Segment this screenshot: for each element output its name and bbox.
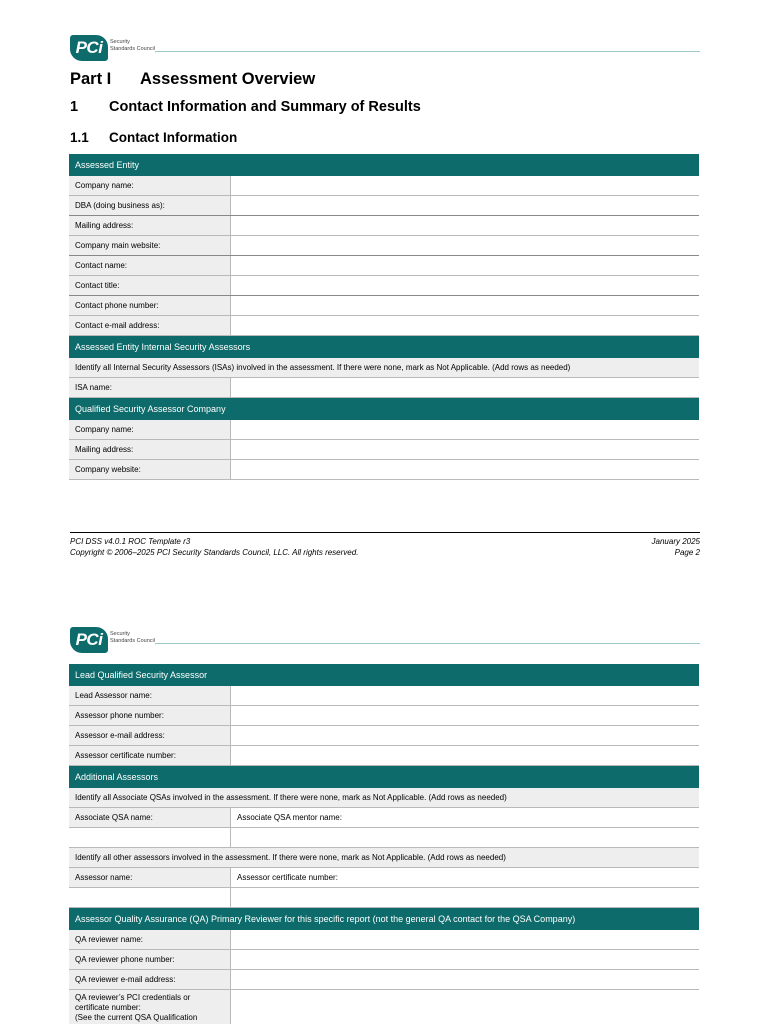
logo-text: Security Standards Council xyxy=(110,631,155,644)
table-row: Company name: xyxy=(69,176,699,196)
qsa-company-name-field[interactable] xyxy=(231,420,699,439)
mailing-address-field[interactable] xyxy=(231,216,699,235)
pci-logo-header xyxy=(70,627,700,657)
table-row: Associate QSA name: Associate QSA mentor name: xyxy=(69,808,699,828)
table-row: Mailing address: xyxy=(69,440,699,460)
contact-email-field[interactable] xyxy=(231,316,699,335)
table-row: QA reviewer name: xyxy=(69,930,699,950)
assessor-email-field[interactable] xyxy=(231,726,699,745)
isa-name-field[interactable] xyxy=(231,378,699,397)
table-row: Assessor e-mail address: xyxy=(69,726,699,746)
lead-qsa-header: Lead Qualified Security Assessor xyxy=(69,664,699,686)
qa-reviewer-phone-field[interactable] xyxy=(231,950,699,969)
page-footer: PCI DSS v4.0.1 ROC Template r3 Copyright © 2006–2025 PCI Security Standards Council, LLC. All rights reserved. January 2025 Page 2 xyxy=(70,532,700,558)
table-row: Mailing address: xyxy=(69,216,699,236)
header-rule xyxy=(155,643,700,644)
qa-reviewer-email-field[interactable] xyxy=(231,970,699,989)
qa-reviewer-credentials-field[interactable] xyxy=(231,990,699,1024)
assessor-name-field[interactable] xyxy=(69,888,231,907)
table-row xyxy=(69,828,699,848)
pci-logo-header xyxy=(70,35,700,65)
table-row: Contact title: xyxy=(69,276,699,296)
table-row: QA reviewer e-mail address: xyxy=(69,970,699,990)
table-row: Contact e-mail address: xyxy=(69,316,699,336)
qsa-company-header: Qualified Security Assessor Company xyxy=(69,398,699,420)
section-1-1-title: 1.1 Contact Information xyxy=(70,130,238,145)
table-row: Company name: xyxy=(69,420,699,440)
table-row: QA reviewer phone number: xyxy=(69,950,699,970)
qa-reviewer-header: Assessor Quality Assurance (QA) Primary Reviewer for this specific report (not the general QA contact for the QSA Company) xyxy=(69,908,699,930)
assessed-entity-header: Assessed Entity xyxy=(69,154,699,176)
additional-assessors-header: Additional Assessors xyxy=(69,766,699,788)
contact-info-table xyxy=(69,154,699,480)
pci-logo-icon: PCi xyxy=(70,35,108,61)
isa-note: Identify all Internal Security Assessors (ISAs) involved in the assessment. If there were none, mark as Not Applicable. (Add rows as needed) xyxy=(69,358,699,378)
associate-qsa-note: Identify all Associate QSAs involved in the assessment. If there were none, mark as Not Applicable. (Add rows as needed) xyxy=(69,788,699,808)
other-assessors-note: Identify all other assessors involved in the assessment. If there were none, mark as Not Applicable. (Add rows as needed) xyxy=(69,848,699,868)
part-title: Part I Assessment Overview xyxy=(70,70,316,88)
table-row: Contact phone number: xyxy=(69,296,699,316)
section-1-title: 1 Contact Information and Summary of Results xyxy=(70,99,421,115)
company-name-field[interactable] xyxy=(231,176,699,195)
table-row: Company website: xyxy=(69,460,699,480)
associate-qsa-mentor-field[interactable] xyxy=(231,828,699,847)
website-field[interactable] xyxy=(231,236,699,255)
dba-field[interactable] xyxy=(231,196,699,215)
logo-text: Security Standards Council xyxy=(110,39,155,52)
table-row: Assessor name: Assessor certificate number: xyxy=(69,868,699,888)
pci-logo-icon: PCi xyxy=(70,627,108,653)
table-row: QA reviewer’s PCI credentials or certificate number: (See the current QSA Qualification xyxy=(69,990,699,1024)
contact-title-field[interactable] xyxy=(231,276,699,295)
table-row: ISA name: xyxy=(69,378,699,398)
qa-reviewer-name-field[interactable] xyxy=(231,930,699,949)
table-row: Contact name: xyxy=(69,256,699,276)
table-row: Assessor certificate number: xyxy=(69,746,699,766)
qsa-mailing-address-field[interactable] xyxy=(231,440,699,459)
associate-qsa-name-field[interactable] xyxy=(69,828,231,847)
qsa-website-field[interactable] xyxy=(231,460,699,479)
table-row: Assessor phone number: xyxy=(69,706,699,726)
assessor-phone-field[interactable] xyxy=(231,706,699,725)
page-2 xyxy=(0,585,768,1024)
header-rule xyxy=(155,51,700,52)
table-row: Lead Assessor name: xyxy=(69,686,699,706)
assessor-cert-field[interactable] xyxy=(231,746,699,765)
contact-phone-field[interactable] xyxy=(231,296,699,315)
isa-header: Assessed Entity Internal Security Assessors xyxy=(69,336,699,358)
lead-assessor-name-field[interactable] xyxy=(231,686,699,705)
table-row: Company main website: xyxy=(69,236,699,256)
assessor-cert-number-field[interactable] xyxy=(231,888,699,907)
assessor-table xyxy=(69,664,699,1024)
contact-name-field[interactable] xyxy=(231,256,699,275)
table-row xyxy=(69,888,699,908)
table-row: DBA (doing business as): xyxy=(69,196,699,216)
